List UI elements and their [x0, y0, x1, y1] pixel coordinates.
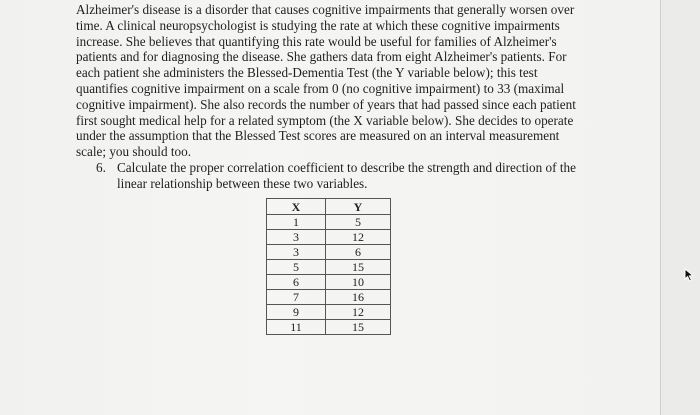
table-row [267, 305, 391, 320]
question-line: Calculate the proper correlation coefficient to describe the strength and direction of the [117, 159, 576, 175]
paragraph-line: cognitive impairment). She also records the number of years that had passed since each patient [76, 96, 576, 112]
data-table [266, 198, 391, 335]
column-header-x: X [267, 199, 326, 215]
y-value: 16 [326, 290, 391, 305]
table-row [267, 260, 391, 275]
document-content [76, 2, 576, 192]
table-header-row [267, 199, 391, 215]
paragraph-line: each patient she administers the Blessed-Dementia Test (the Y variable below); this test [76, 65, 538, 81]
y-value: 10 [326, 275, 391, 290]
y-value: 15 [326, 320, 391, 335]
y-value: 6 [326, 245, 391, 260]
y-value: 12 [326, 230, 391, 245]
x-value: 3 [267, 245, 326, 260]
question-line: linear relationship between these two variables. [117, 175, 368, 191]
x-value: 7 [267, 290, 326, 305]
x-value: 5 [267, 260, 326, 275]
paragraph-line: scale; you should too. [76, 144, 192, 160]
question-number: 6. [96, 159, 106, 175]
x-value: 1 [267, 215, 326, 230]
mouse-pointer-icon-shape [684, 268, 696, 282]
paragraph-line: quantifies cognitive impairment on a scale from 0 (no cognitive impairment) to 33 (maximal [76, 80, 565, 96]
x-value: 9 [267, 305, 326, 320]
table-row [267, 320, 391, 335]
y-value: 5 [326, 215, 391, 230]
x-value: 6 [267, 275, 326, 290]
paragraph-line: time. A clinical neuropsychologist is studying the rate at which these cognitive impairments [76, 17, 560, 33]
table-row [267, 245, 391, 260]
paragraph-line: increase. She believes that quantifying this rate would be useful for families of Alzheimer's [76, 33, 557, 49]
problem-paragraph [76, 2, 576, 160]
y-value: 12 [326, 305, 391, 320]
table-row [267, 290, 391, 305]
paragraph-line: Alzheimer's disease is a disorder that causes cognitive impairments that generally worsen over [76, 2, 575, 17]
table-row [267, 230, 391, 245]
x-value: 11 [267, 320, 326, 335]
paragraph-line: under the assumption that the Blessed Test scores are measured on an interval measurement [76, 128, 560, 144]
paragraph-line: patients and for diagnosing the disease. She gathers data from eight Alzheimer's patients. For [76, 49, 567, 65]
question-6 [76, 160, 576, 192]
table-row [267, 275, 391, 290]
x-value: 3 [267, 230, 326, 245]
paragraph-line: first sought medical help for a related symptom (the X variable below). She decides to operate [76, 112, 574, 128]
column-header-y: Y [326, 199, 391, 215]
table-row [267, 215, 391, 230]
y-value: 15 [326, 260, 391, 275]
